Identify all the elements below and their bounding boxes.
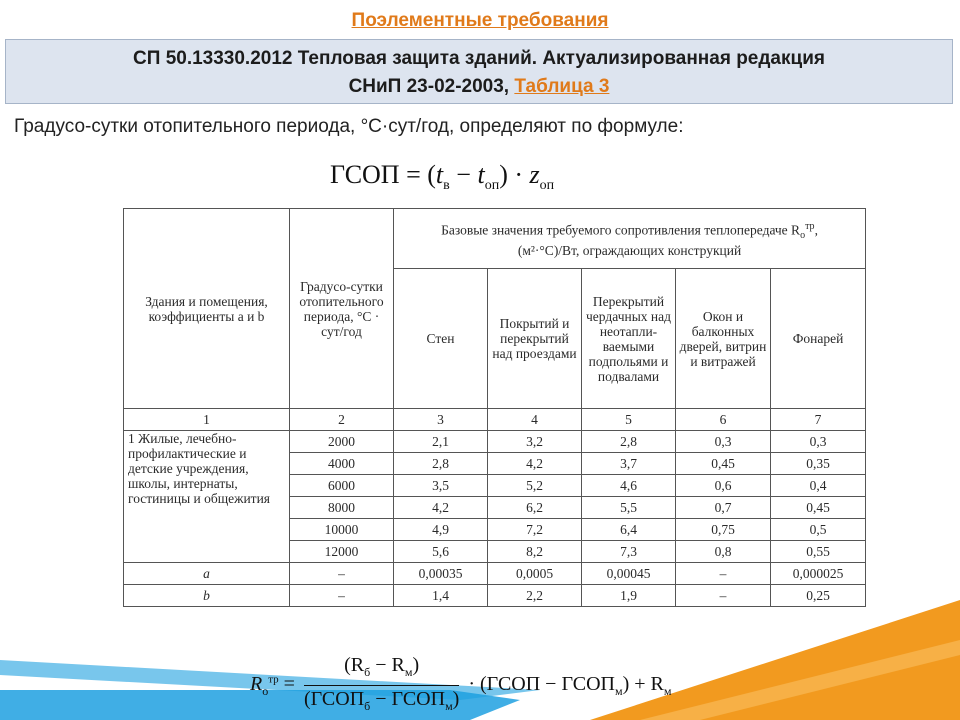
coefficient-b-row: b – 1,4 2,2 1,9 – 0,25 [124,585,866,607]
subheader-attic: Перекрытий чердачных над неотапли-ваемыми подпольями и подвалами [582,269,676,409]
table-row: 4000 2,8 4,2 3,7 0,45 0,35 [124,453,866,475]
column-number-row: 1 2 3 4 5 6 7 [124,409,866,431]
section-title-link[interactable]: Поэлементные требования [351,10,609,31]
standard-header [5,39,953,104]
subheader-walls: Стен [394,269,488,409]
subheader-roofs: Покрытий и перекрытий над проездами [488,269,582,409]
table-3-link[interactable]: Таблица 3 [514,76,610,97]
col1-header: Здания и помещения, коэффициенты a и b [124,209,290,409]
table-row: 6000 3,5 5,2 4,6 0,6 0,4 [124,475,866,497]
gsop-formula: ГСОП = $(t_в - t_{оп}) \cdot z_{оп}$ [330,160,555,194]
r-required-formula: $R_о^{тр}$ = $\frac{(R_б - R_м)}{(ГСОП_б - ГСОП_м)}$ · (ГСОП − $ГСОП_м) + R_м$ [250,654,672,713]
coefficient-a-row: a – 0,00035 0,0005 0,00045 – 0,000025 [124,563,866,585]
group-header: Базовые значения требуемого сопротивления теплопередаче $R_о^{тр}$, (м²·°С)/Вт, ограждающих конструкций [394,209,866,269]
scanned-table [123,208,865,620]
table-row: 10000 4,9 7,2 6,4 0,75 0,5 [124,519,866,541]
table-row: 8000 4,2 6,2 5,5 0,7 0,45 [124,497,866,519]
subheader-skylights: Фонарей [771,269,866,409]
table-row: 12000 5,6 8,2 7,3 0,8 0,55 [124,541,866,563]
snip-reference: СНиП 23-02-2003, [348,76,515,97]
building-group-label: 1 Жилые, лечебно-профилактические и детские учреждения, школы, интернаты, гостиницы и общежития [124,431,290,563]
standard-subtitle [6,73,952,101]
standard-title: СП 50.13330.2012 Тепловая защита зданий. Актуализированная редакция [133,48,825,69]
col2-header: Градусо-сутки отопительного периода, °С · сут/год [290,209,394,409]
intro-text: Градусо-сутки отопительного периода, °С·сут/год, определяют по формуле: [14,116,684,137]
resistance-table [123,208,866,607]
table-row: 1 Жилые, лечебно-профилактические и детские учреждения, школы, интернаты, гостиницы и общежития 2000 2,1 3,2 2,8 0,3 0,3 [124,431,866,453]
subheader-windows: Окон и балконных дверей, витрин и витражей [676,269,771,409]
